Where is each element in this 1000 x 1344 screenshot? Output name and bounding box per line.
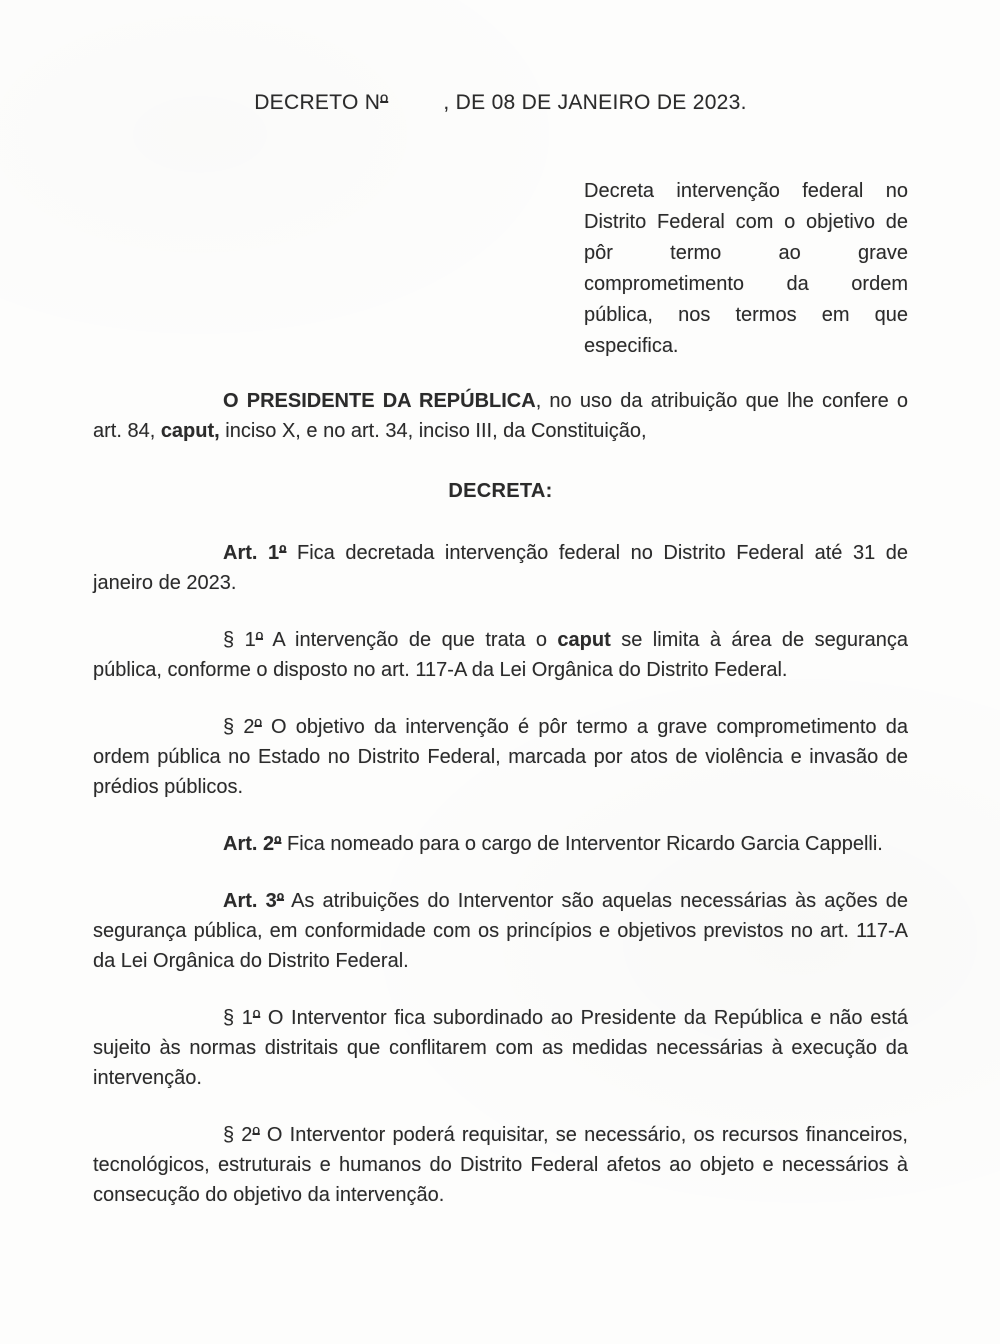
text-run: Fica decretada intervenção federal no Distrito Federal até 31 de janeiro de 2023. bbox=[93, 542, 909, 594]
text-run: º bbox=[252, 1124, 260, 1146]
paragraph-art-3 bbox=[93, 886, 908, 976]
text-run: DECRETO N bbox=[254, 91, 381, 114]
text-run: Art. 1 bbox=[223, 542, 280, 564]
text-run: caput, bbox=[160, 420, 220, 442]
text-run: º bbox=[279, 542, 287, 564]
ementa-summary bbox=[584, 176, 908, 362]
text-run: § 1 bbox=[223, 1007, 253, 1029]
paragraph-art3-par-2 bbox=[93, 1120, 908, 1210]
decreta-heading: DECRETA: bbox=[448, 480, 553, 502]
text-run: Art. 2 bbox=[223, 833, 275, 855]
text-run: , DE 08 DE JANEIRO DE 2023. bbox=[388, 91, 747, 114]
paragraph-art3-par-1 bbox=[93, 1003, 908, 1093]
text-run: º bbox=[274, 833, 282, 855]
text-run: inciso X, e no art. 34, inciso III, da Constituição, bbox=[219, 420, 647, 442]
paragraph-art-2 bbox=[93, 829, 908, 859]
text-run: º bbox=[255, 629, 264, 651]
text-run: O objetivo da intervenção é pôr termo a grave comprometimento da ordem pública no Estado no Distrito Federal, marcada por atos de violência e invasão de prédios públicos. bbox=[93, 716, 908, 798]
text-run: º bbox=[252, 1007, 261, 1029]
text-run: § 2 bbox=[223, 1124, 253, 1146]
text-run: Fica nomeado para o cargo de Interventor Ricardo Garcia Cappelli. bbox=[281, 833, 883, 855]
text-run: A intervenção de que trata o bbox=[263, 629, 558, 651]
text-run: Decreta intervenção federal no Distrito Federal com o objetivo de pôr termo ao grave comprometimento da ordem pública, nos termos em que especifica. bbox=[584, 180, 908, 357]
decree-title bbox=[93, 88, 908, 118]
text-run: O Interventor poderá requisitar, se necessário, os recursos financeiros, tecnológicos, estruturais e humanos do Distrito Federal afetos ao objeto e necessários à consecução do objetivo da intervenção. bbox=[93, 1124, 908, 1206]
text-run: se limita à área de segurança pública, conforme o disposto no art. 117-A da Lei Orgânica do Distrito Federal. bbox=[93, 629, 908, 681]
paragraph-art1-par-1 bbox=[93, 625, 908, 685]
text-run: § 1 bbox=[223, 629, 256, 651]
text-run: Art. 3 bbox=[223, 890, 277, 912]
text-run: º bbox=[254, 716, 262, 738]
text-run: O PRESIDENTE DA REPÚBLICA bbox=[223, 390, 536, 412]
text-run: As atribuições do Interventor são aquelas necessárias às ações de segurança pública, em conformidade com os princípios e objetivos previstos no art. 117-A da Lei Orgânica do Distrito Federal. bbox=[93, 890, 909, 972]
text-run: § 2 bbox=[223, 716, 255, 738]
text-run: º bbox=[276, 890, 285, 912]
text-run: º bbox=[380, 91, 389, 114]
text-run: O Interventor fica subordinado ao Presidente da República e não está sujeito às normas distritais que conflitarem com as medidas necessárias à execução da intervenção. bbox=[93, 1007, 908, 1089]
paragraph-art1-par-2 bbox=[93, 712, 908, 802]
text-run: caput bbox=[557, 629, 611, 651]
paragraph-art-1 bbox=[93, 538, 908, 598]
text-run: , no uso da atribuição que lhe confere o art. 84, bbox=[93, 390, 909, 442]
preamble bbox=[93, 386, 908, 446]
